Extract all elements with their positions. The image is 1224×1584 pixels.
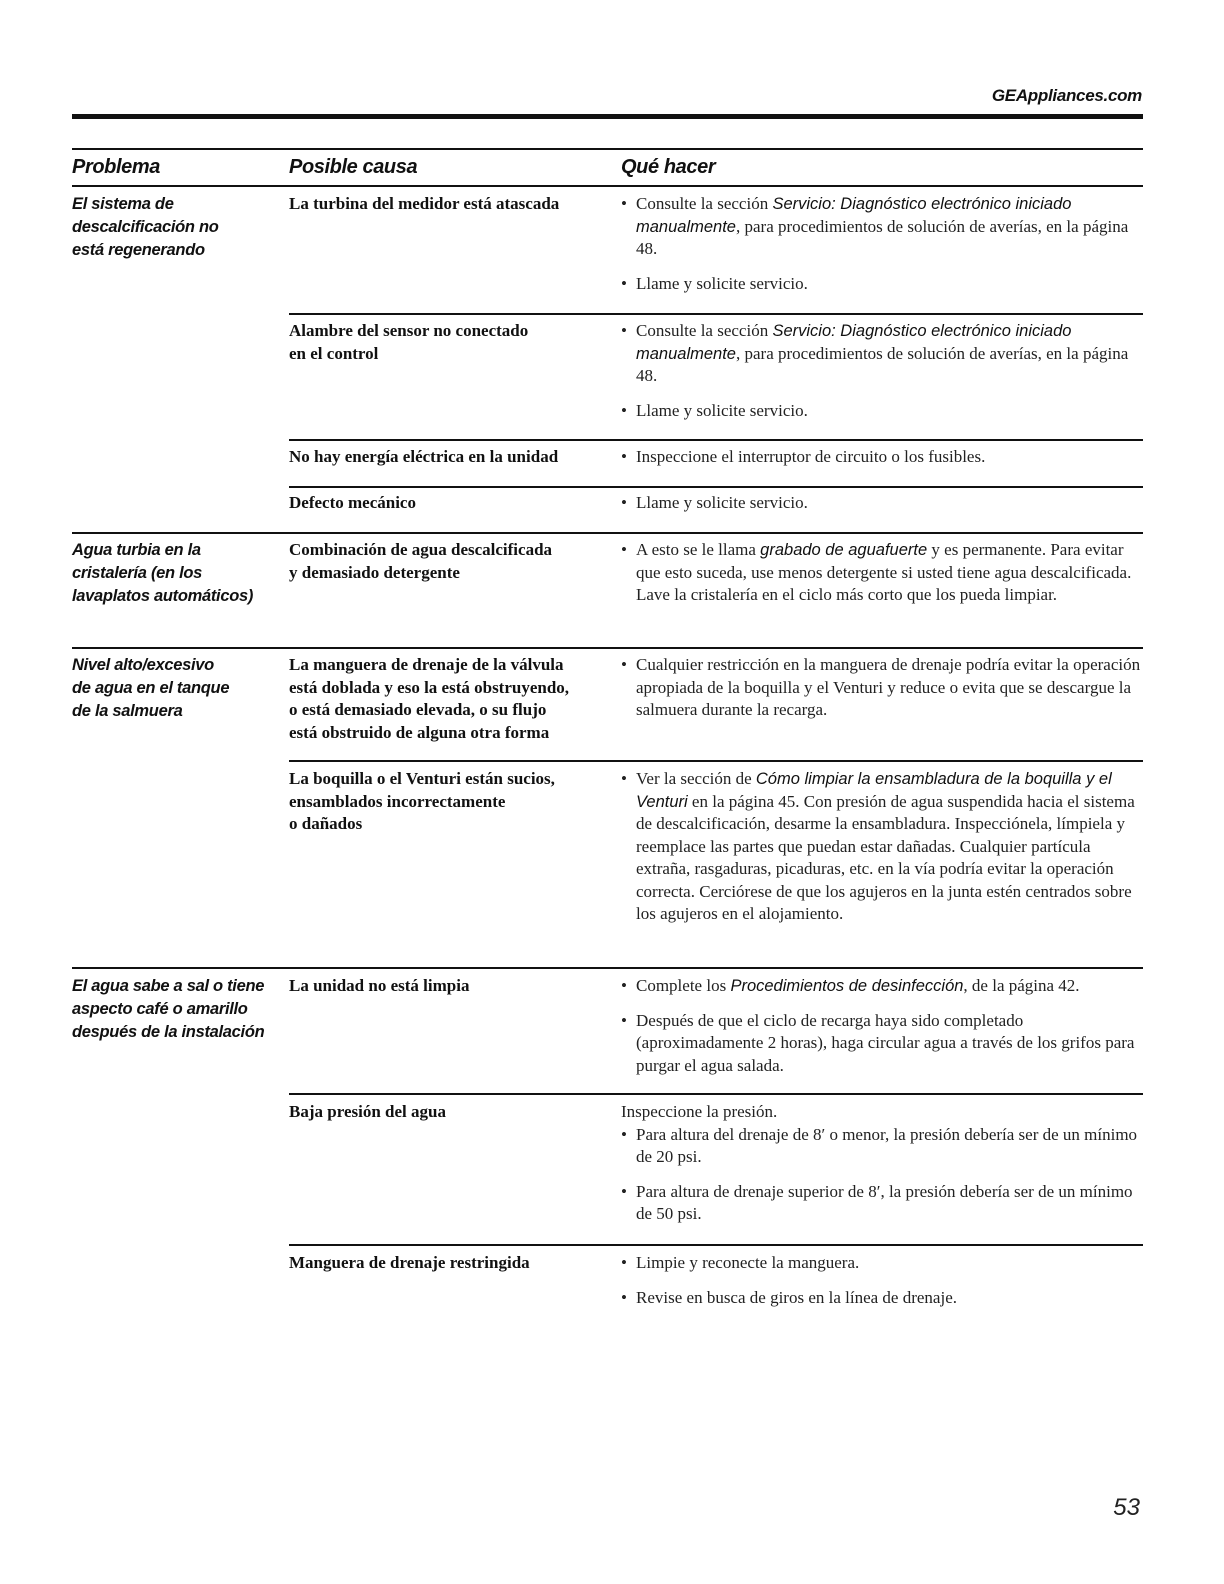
action-bullet: • Después de que el ciclo de recarga haya sido completado (aproximadamente 2 horas), haga circular agua a través de los grifos para purgar el agua salada.: [621, 1010, 1135, 1075]
bullet-icon: •: [621, 400, 627, 420]
cause-cell: La manguera de drenaje de la válvula está doblada y eso la está obstruyendo, o está demasiado elevada, o su flujo está obstruido de alguna otra forma: [289, 655, 570, 742]
action-cell: [621, 1252, 1143, 1309]
column-header-cause: Posible causa: [289, 156, 418, 178]
group-divider: [72, 647, 1143, 649]
bullet-icon: •: [621, 194, 627, 213]
action-bullet: • Para altura del drenaje de 8′ o menor, la presión debería ser de un mínimo de 20 psi.: [621, 1124, 1138, 1166]
group-divider: [72, 967, 1143, 969]
cause-cell: Alambre del sensor no conectado en el control: [289, 321, 529, 363]
cause-cell: Combinación de agua descalcificada y demasiado detergente: [289, 540, 553, 582]
bullet-icon: •: [621, 1181, 627, 1201]
bullet-icon: •: [621, 540, 627, 559]
row-divider: [289, 760, 1143, 762]
row-divider: [289, 439, 1143, 441]
action-cell: [621, 320, 1143, 422]
column-header-problem: Problema: [72, 156, 160, 178]
bullet-icon: •: [621, 655, 627, 674]
cause-cell: Baja presión del agua: [289, 1102, 446, 1121]
action-cell: [621, 1101, 1143, 1226]
action-bullet: • Limpie y reconecte la manguera.: [621, 1252, 1143, 1275]
row-divider: [289, 1093, 1143, 1095]
cause-cell: Manguera de drenaje restringida: [289, 1253, 530, 1272]
action-cell: [621, 768, 1143, 926]
table-header-rule: [72, 185, 1143, 187]
action-bullet: • Consulte la sección Servicio: Diagnóstico electrónico iniciado manualmente, para procedimientos de solución de averías, en la página 48.: [621, 321, 1129, 385]
action-cell: [621, 193, 1143, 295]
problem-cell: El agua sabe a sal o tiene aspecto café o amarillo después de la instalación: [72, 977, 265, 1041]
header-rule: [72, 114, 1143, 119]
problem-cell: Nivel alto/excesivo de agua en el tanque de la salmuera: [72, 656, 230, 720]
table-top-rule: [72, 148, 1143, 150]
action-bullet: • A esto se le llama grabado de aguafuerte y es permanente. Para evitar que esto suceda, use menos detergente si usted tiene agua descalcificada. Lave la cristalería en el ciclo más corto que los pueda limpiar.: [621, 540, 1132, 604]
bullet-icon: •: [621, 493, 627, 512]
bullet-icon: •: [621, 321, 627, 340]
row-divider: [289, 313, 1143, 315]
row-divider: [289, 486, 1143, 488]
action-bullet: • Ver la sección de Cómo limpiar la ensambladura de la boquilla y el Venturi en la página 45. Con presión de agua suspendida hacia el sistema de descalcificación, desarme la ensambladura. Inspecciónela, límpiela y reemplace las partes que puedan estar dañadas. Cualquier partícula extraña, rasgaduras, picaduras, etc. en la vía podría evitar la operación correcta. Cerciórese de que los agujeros en la junta estén centrados sobre los agujeros en el alojamiento.: [621, 769, 1135, 923]
group-divider: [72, 532, 1143, 534]
action-bullet: • Revise en busca de giros en la línea de drenaje.: [621, 1287, 1143, 1310]
action-bullet: • Consulte la sección Servicio: Diagnóstico electrónico iniciado manualmente, para procedimientos de solución de averías, en la página 48.: [621, 194, 1129, 258]
page-number: 53: [1113, 1494, 1140, 1521]
action-bullet: • Complete los Procedimientos de desinfección, de la página 42.: [621, 975, 1143, 998]
action-cell: [621, 446, 1143, 469]
action-bullet: • Para altura de drenaje superior de 8′, la presión debería ser de un mínimo de 50 psi.: [621, 1181, 1133, 1223]
action-bullet: • Llame y solicite servicio.: [621, 400, 1143, 423]
action-bullet: • Llame y solicite servicio.: [621, 492, 1143, 515]
bullet-icon: •: [621, 1287, 627, 1307]
site-url: GEAppliances.com: [991, 86, 1142, 105]
bullet-icon: •: [621, 447, 627, 466]
bullet-icon: •: [621, 976, 627, 995]
row-divider: [289, 1244, 1143, 1246]
bullet-icon: •: [621, 1124, 627, 1144]
cause-cell: Defecto mecánico: [289, 493, 416, 512]
action-cell: [621, 539, 1143, 607]
action-bullet: • Cualquier restricción en la manguera de drenaje podría evitar la operación apropiada de la boquilla y el Venturi y reduce o evita que se descargue la salmuera durante la recarga.: [621, 655, 1141, 719]
bullet-icon: •: [621, 769, 627, 788]
bullet-icon: •: [621, 1010, 627, 1030]
cause-cell: La turbina del medidor está atascada: [289, 194, 560, 213]
bullet-icon: •: [621, 273, 627, 293]
action-bullet: • Inspeccione el interruptor de circuito o los fusibles.: [621, 446, 1143, 469]
column-header-action: Qué hacer: [621, 156, 716, 178]
action-text: Inspeccione la presión.: [621, 1102, 778, 1121]
action-cell: [621, 975, 1143, 1077]
bullet-icon: •: [621, 1253, 627, 1272]
cause-cell: La unidad no está limpia: [289, 976, 470, 995]
cause-cell: La boquilla o el Venturi están sucios, ensamblados incorrectamente o dañados: [289, 769, 555, 833]
problem-cell: Agua turbia en la cristalería (en los lavaplatos automáticos): [72, 541, 254, 605]
cause-cell: No hay energía eléctrica en la unidad: [289, 447, 559, 466]
problem-cell: El sistema de descalcificación no está regenerando: [72, 195, 219, 259]
action-bullet: • Llame y solicite servicio.: [621, 273, 1143, 296]
action-cell: [621, 654, 1143, 722]
action-cell: [621, 492, 1143, 515]
